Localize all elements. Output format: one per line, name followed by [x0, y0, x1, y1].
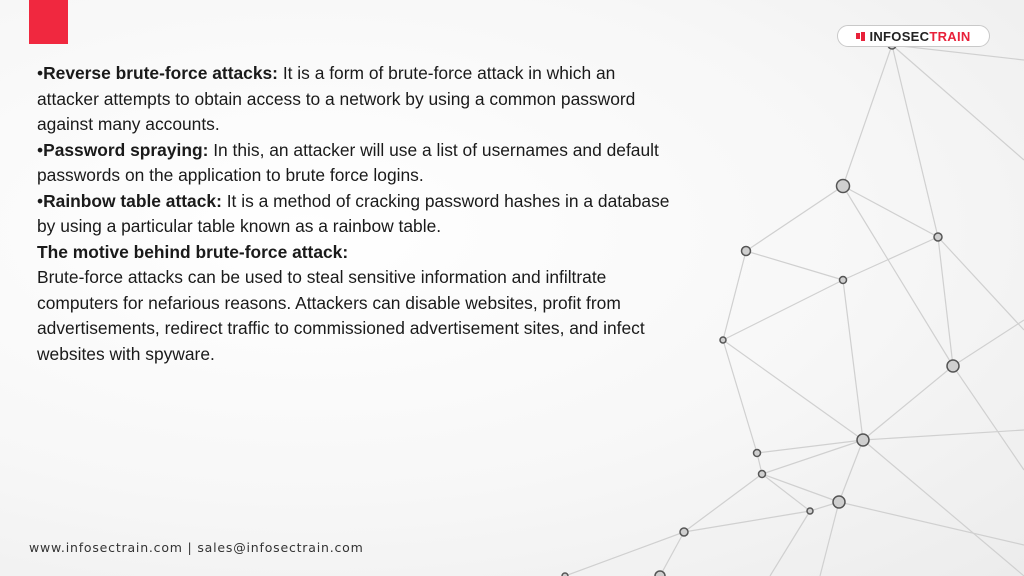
- bullet-term: Password spraying:: [43, 139, 209, 160]
- bullet-text: It is a form of brute-force attack in which an attacker attempts to obtain access to a network by using a common password against many accounts.: [37, 63, 636, 134]
- logo-text: [869, 29, 970, 44]
- footer-contact: [29, 540, 364, 555]
- section-heading-text: The motive behind brute-force attack:: [37, 241, 349, 262]
- section-heading: [37, 240, 677, 266]
- bullet-term: Reverse brute-force attacks:: [43, 63, 278, 83]
- section-paragraph: Brute-force attacks can be used to steal sensitive information and infiltrate computers for nefarious reasons. Attackers can disable websites, profit from advertisements, redirect traffic to commissioned advertisement sites, and infect websites with spyware.: [37, 267, 645, 364]
- logo-brand-main: INFOSEC: [869, 28, 930, 44]
- slide-content: [37, 61, 677, 367]
- bullet-item: [37, 189, 677, 240]
- bullet-term: Rainbow table attack:: [43, 190, 222, 211]
- email-link[interactable]: sales@infosectrain.com: [197, 540, 364, 555]
- bullet-marker: •: [37, 139, 44, 160]
- website-link[interactable]: www.infosectrain.com: [29, 540, 183, 555]
- bullet-item: [37, 61, 677, 138]
- logo-brand-accent: TRAIN: [929, 28, 971, 44]
- footer-separator: |: [182, 540, 198, 555]
- bullet-item: [37, 138, 677, 189]
- bullet-text: In this, an attacker will use a list of usernames and default passwords on the application to brute force logins.: [37, 139, 659, 185]
- infosectrain-logo: [837, 25, 990, 47]
- bullet-marker: •: [37, 63, 44, 83]
- logo-mark-icon: [856, 32, 865, 41]
- bullet-text: It is a method of cracking password hashes in a database by using a particular table known as a rainbow table.: [37, 190, 670, 236]
- bullet-marker: •: [37, 190, 44, 211]
